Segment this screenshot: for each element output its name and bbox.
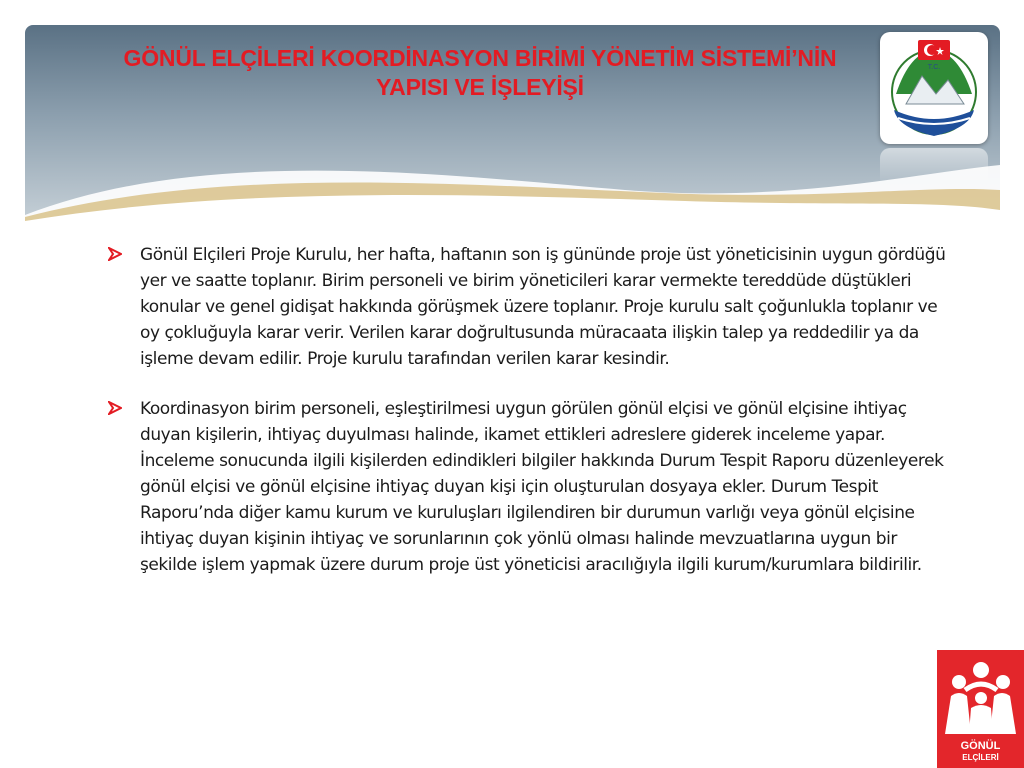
logo-caption: T.C. bbox=[927, 64, 941, 71]
logo-reflection bbox=[880, 148, 988, 184]
gonul-logo-line2: ELÇİLERİ bbox=[962, 753, 999, 762]
slide-title: GÖNÜL ELÇİLERİ KOORDİNASYON BİRİMİ YÖNETİM SİSTEMİ’NİN YAPISI VE İŞLEYİŞİ bbox=[123, 45, 837, 100]
bullet-item bbox=[108, 396, 958, 578]
bullet-text: Koordinasyon birim personeli, eşleştirilmesi uygun görülen gönül elçisi ve gönül elçisine ihtiyaç duyan kişilerin, ihtiyaç duyulması halinde, ikamet ettikleri adreslere giderek inceleme yapar. İnceleme sonucunda ilgili kişilerden edindikleri bilgiler hakkında Durum Tespit Raporu düzenleyerek gönül elçisi ve gönül elçisine ihtiyaç duyan kişi için oluşturulan dosyaya ekler. Durum Tespit Raporu’nda diğer kamu kurum ve kuruluşları ilgilendiren bir durumun varlığı veya gönül elçisine ihtiyaç duyan kişinin ihtiyaç ve sorunlarının çok yönlü olması halinde mevzuatlarına uygun bir şekilde işlem yapmak üzere durum proje üst yöneticisi aracılığıyla ilgili kurum/kurumlara bildirilir. bbox=[140, 399, 944, 575]
bullet-item bbox=[108, 242, 958, 372]
arrow-bullet-icon bbox=[108, 247, 122, 261]
gonul-elcileri-logo-icon bbox=[937, 650, 1024, 768]
arrow-bullet-icon bbox=[108, 401, 122, 415]
bullet-text: Gönül Elçileri Proje Kurulu, her hafta, haftanın son iş gününde proje üst yöneticisinin uygun gördüğü yer ve saatte toplanır. Birim personeli ve birim yöneticileri karar vermekte tereddüde düştükleri konular ve genel gidişat hakkında görüşmek üzere toplanır. Proje kurulu salt çoğunlukla toplanır ve oy çokluğuyla karar verir. Verilen karar doğrultusunda müracaata ilişkin talep ya reddedilir ya da işleme devam edilir. Proje kurulu tarafından verilen karar kesindir. bbox=[140, 245, 946, 369]
municipality-logo-icon bbox=[880, 32, 988, 144]
gonul-logo-line1: GÖNÜL bbox=[960, 740, 1001, 752]
bullet-list bbox=[108, 242, 958, 602]
